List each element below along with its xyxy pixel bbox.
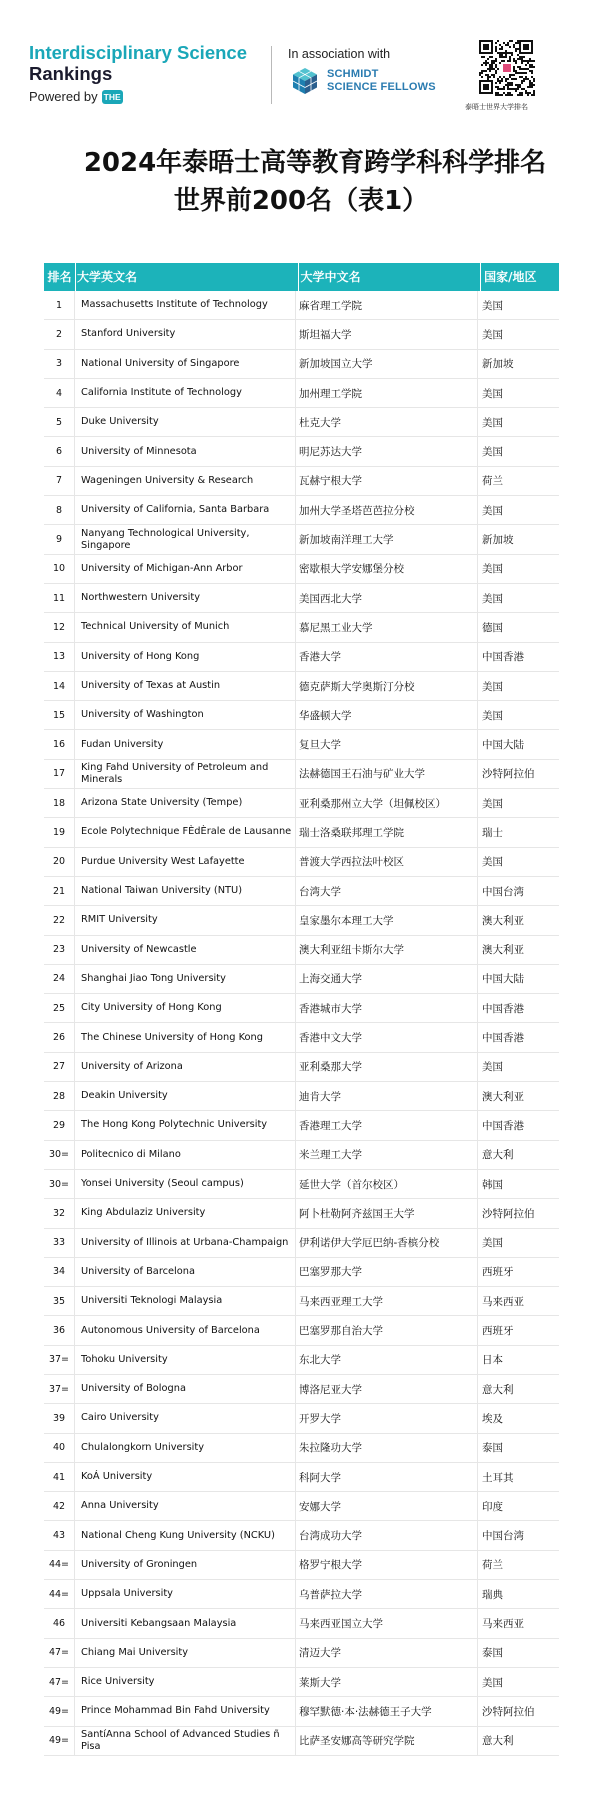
table-row <box>44 1375 559 1404</box>
country-cell: 美国 <box>482 680 503 693</box>
rank-cell: 6 <box>44 437 75 465</box>
column-header-rank: 排名 <box>44 263 76 291</box>
table-row <box>44 848 559 877</box>
english-name-cell: Chiang Mai University <box>75 1639 296 1667</box>
rank-cell: 17 <box>44 760 75 788</box>
english-name-cell: Fudan University <box>75 730 296 758</box>
table-row <box>44 1170 559 1199</box>
country-cell: 美国 <box>482 387 503 400</box>
chinese-name-cell: 皇家墨尔本理工大学 <box>296 906 478 934</box>
table-row <box>44 1258 559 1287</box>
country-cell: 沙特阿拉伯 <box>482 1705 535 1718</box>
rank-cell: 47= <box>44 1639 75 1667</box>
rank-cell: 28 <box>44 1082 75 1110</box>
english-name-cell: Duke University <box>75 408 296 436</box>
english-name-cell: KoÁ University <box>75 1463 296 1491</box>
rank-cell: 22 <box>44 906 75 934</box>
rank-cell: 42 <box>44 1492 75 1520</box>
chinese-name-cell: 普渡大学西拉法叶校区 <box>296 848 478 876</box>
english-name-cell: Massachusetts Institute of Technology <box>75 291 296 319</box>
table-body <box>44 291 559 1756</box>
rank-cell: 14 <box>44 672 75 700</box>
rank-cell: 40 <box>44 1434 75 1462</box>
chinese-name-cell: 安娜大学 <box>296 1492 478 1520</box>
table-row <box>44 1521 559 1550</box>
rank-cell: 29 <box>44 1111 75 1139</box>
table-row <box>44 1346 559 1375</box>
country-cell: 中国台湾 <box>482 885 524 898</box>
country-cell: 德国 <box>482 621 503 634</box>
table-row <box>44 1229 559 1258</box>
chinese-name-cell: 穆罕默德·本·法赫德王子大学 <box>296 1697 478 1725</box>
country-cell: 澳大利亚 <box>482 1090 524 1103</box>
country-cell: 西班牙 <box>482 1266 514 1279</box>
english-name-cell: SantíAnna School of Advanced Studies ñ Pisa <box>75 1727 296 1755</box>
country-cell: 中国香港 <box>482 651 524 664</box>
chinese-name-cell: 亚利桑那大学 <box>296 1053 478 1081</box>
chinese-name-cell: 美国西北大学 <box>296 584 478 612</box>
country-cell: 美国 <box>482 1676 503 1689</box>
table-row <box>44 1580 559 1609</box>
chinese-name-cell: 马来西亚理工大学 <box>296 1287 478 1315</box>
table-row <box>44 1111 559 1140</box>
powered-by-label: Powered by <box>29 89 98 104</box>
english-name-cell: The Hong Kong Polytechnic University <box>75 1111 296 1139</box>
rank-cell: 35 <box>44 1287 75 1315</box>
rank-cell: 11 <box>44 584 75 612</box>
country-cell: 美国 <box>482 416 503 429</box>
english-name-cell: National University of Singapore <box>75 350 296 378</box>
table-row <box>44 1551 559 1580</box>
chinese-name-cell: 杜克大学 <box>296 408 478 436</box>
english-name-cell: Ecole Polytechnique FÈdÈrale de Lausanne <box>75 818 296 846</box>
english-name-cell: University of Minnesota <box>75 437 296 465</box>
chinese-name-cell: 乌普萨拉大学 <box>296 1580 478 1608</box>
rank-cell: 21 <box>44 877 75 905</box>
rank-cell: 4 <box>44 379 75 407</box>
country-cell: 中国大陆 <box>482 973 524 986</box>
rank-cell: 33 <box>44 1229 75 1257</box>
rankings-logo <box>29 42 247 107</box>
rank-cell: 1 <box>44 291 75 319</box>
english-name-cell: Uppsala University <box>75 1580 296 1608</box>
rank-cell: 20 <box>44 848 75 876</box>
chinese-name-cell: 加州理工学院 <box>296 379 478 407</box>
country-cell: 荷兰 <box>482 1559 503 1572</box>
chinese-name-cell: 清迈大学 <box>296 1639 478 1667</box>
country-cell: 马来西亚 <box>482 1295 524 1308</box>
qr-caption: 泰晤士世界大学排名 <box>465 103 528 111</box>
country-cell: 澳大利亚 <box>482 944 524 957</box>
english-name-cell: The Chinese University of Hong Kong <box>75 1023 296 1051</box>
chinese-name-cell: 明尼苏达大学 <box>296 437 478 465</box>
country-cell: 泰国 <box>482 1442 503 1455</box>
rank-cell: 23 <box>44 936 75 964</box>
rank-cell: 15 <box>44 701 75 729</box>
rank-cell: 41 <box>44 1463 75 1491</box>
chinese-name-cell: 上海交通大学 <box>296 965 478 993</box>
chinese-name-cell: 斯坦福大学 <box>296 320 478 348</box>
chinese-name-cell: 比萨圣安娜高等研究学院 <box>296 1727 478 1755</box>
country-cell: 泰国 <box>482 1647 503 1660</box>
column-header-english-name: 大学英文名 <box>76 263 299 291</box>
english-name-cell: Nanyang Technological University, Singapore <box>75 525 296 553</box>
table-row <box>44 437 559 466</box>
chinese-name-cell: 香港理工大学 <box>296 1111 478 1139</box>
english-name-cell: Chulalongkorn University <box>75 1434 296 1462</box>
schmidt-science-fellows-logo <box>290 66 436 96</box>
rank-cell: 27 <box>44 1053 75 1081</box>
rank-cell: 19 <box>44 818 75 846</box>
english-name-cell: University of Groningen <box>75 1551 296 1579</box>
english-name-cell: King Abdulaziz University <box>75 1199 296 1227</box>
english-name-cell: City University of Hong Kong <box>75 994 296 1022</box>
english-name-cell: University of Texas at Austin <box>75 672 296 700</box>
table-header <box>44 263 559 291</box>
rank-cell: 32 <box>44 1199 75 1227</box>
rank-cell: 47= <box>44 1668 75 1696</box>
column-header-chinese-name: 大学中文名 <box>299 263 482 291</box>
association-label: In association with <box>288 47 391 61</box>
english-name-cell: King Fahd University of Petroleum and Minerals <box>75 760 296 788</box>
chinese-name-cell: 复旦大学 <box>296 730 478 758</box>
rank-cell: 16 <box>44 730 75 758</box>
english-name-cell: University of Hong Kong <box>75 643 296 671</box>
country-cell: 瑞士 <box>482 826 503 839</box>
english-name-cell: Rice University <box>75 1668 296 1696</box>
table-row <box>44 1492 559 1521</box>
english-name-cell: Tohoku University <box>75 1346 296 1374</box>
english-name-cell: Shanghai Jiao Tong University <box>75 965 296 993</box>
rank-cell: 18 <box>44 789 75 817</box>
table-row <box>44 994 559 1023</box>
country-cell: 沙特阿拉伯 <box>482 768 535 781</box>
country-cell: 澳大利亚 <box>482 914 524 927</box>
table-row <box>44 906 559 935</box>
country-cell: 荷兰 <box>482 475 503 488</box>
chinese-name-cell: 香港中文大学 <box>296 1023 478 1051</box>
country-cell: 瑞典 <box>482 1588 503 1601</box>
country-cell: 美国 <box>482 856 503 869</box>
english-name-cell: Politecnico di Milano <box>75 1141 296 1169</box>
rank-cell: 36 <box>44 1316 75 1344</box>
chinese-name-cell: 巴塞罗那大学 <box>296 1258 478 1286</box>
chinese-name-cell: 瓦赫宁根大学 <box>296 467 478 495</box>
table-row <box>44 1082 559 1111</box>
english-name-cell: Autonomous University of Barcelona <box>75 1316 296 1344</box>
english-name-cell: Universiti Kebangsaan Malaysia <box>75 1609 296 1637</box>
country-cell: 美国 <box>482 328 503 341</box>
page-title-line1: 2024年泰晤士高等教育跨学科科学排名 <box>83 148 547 178</box>
table-row <box>44 555 559 584</box>
country-cell: 美国 <box>482 1237 503 1250</box>
chinese-name-cell: 瑞士洛桑联邦理工学院 <box>296 818 478 846</box>
rank-cell: 30= <box>44 1170 75 1198</box>
country-cell: 中国香港 <box>482 1032 524 1045</box>
rank-cell: 25 <box>44 994 75 1022</box>
table-row <box>44 1023 559 1052</box>
english-name-cell: Yonsei University (Seoul campus) <box>75 1170 296 1198</box>
english-name-cell: University of Newcastle <box>75 936 296 964</box>
chinese-name-cell: 阿卜杜勒阿齐兹国王大学 <box>296 1199 478 1227</box>
rank-cell: 34 <box>44 1258 75 1286</box>
rank-cell: 12 <box>44 613 75 641</box>
table-row <box>44 320 559 349</box>
table-row <box>44 1287 559 1316</box>
chinese-name-cell: 开罗大学 <box>296 1404 478 1432</box>
country-cell: 新加坡 <box>482 358 514 371</box>
chinese-name-cell: 德克萨斯大学奥斯汀分校 <box>296 672 478 700</box>
english-name-cell: Arizona State University (Tempe) <box>75 789 296 817</box>
english-name-cell: RMIT University <box>75 906 296 934</box>
table-row <box>44 1316 559 1345</box>
table-row <box>44 672 559 701</box>
chinese-name-cell: 香港城市大学 <box>296 994 478 1022</box>
country-cell: 新加坡 <box>482 534 514 547</box>
chinese-name-cell: 香港大学 <box>296 643 478 671</box>
country-cell: 韩国 <box>482 1178 503 1191</box>
table-row <box>44 467 559 496</box>
rank-cell: 46 <box>44 1609 75 1637</box>
english-name-cell: Purdue University West Lafayette <box>75 848 296 876</box>
brand-title-line1: Interdisciplinary Science <box>29 42 247 63</box>
rank-cell: 10 <box>44 555 75 583</box>
english-name-cell: Technical University of Munich <box>75 613 296 641</box>
chinese-name-cell: 密歇根大学安娜堡分校 <box>296 555 478 583</box>
country-cell: 美国 <box>482 299 503 312</box>
chinese-name-cell: 亚利桑那州立大学（坦佩校区） <box>296 789 478 817</box>
table-row <box>44 613 559 642</box>
chinese-name-cell: 米兰理工大学 <box>296 1141 478 1169</box>
rank-cell: 7 <box>44 467 75 495</box>
chinese-name-cell: 华盛顿大学 <box>296 701 478 729</box>
chinese-name-cell: 澳大利亚纽卡斯尔大学 <box>296 936 478 964</box>
chinese-name-cell: 台湾成功大学 <box>296 1521 478 1549</box>
table-row <box>44 760 559 789</box>
english-name-cell: University of Michigan-Ann Arbor <box>75 555 296 583</box>
country-cell: 美国 <box>482 592 503 605</box>
country-cell: 西班牙 <box>482 1325 514 1338</box>
english-name-cell: Northwestern University <box>75 584 296 612</box>
table-row <box>44 965 559 994</box>
chinese-name-cell: 加州大学圣塔芭芭拉分校 <box>296 496 478 524</box>
chinese-name-cell: 新加坡南洋理工大学 <box>296 525 478 553</box>
country-cell: 沙特阿拉伯 <box>482 1207 535 1220</box>
rank-cell: 2 <box>44 320 75 348</box>
chinese-name-cell: 法赫德国王石油与矿业大学 <box>296 760 478 788</box>
cube-logo-icon <box>290 66 320 96</box>
country-cell: 中国大陆 <box>482 739 524 752</box>
table-row <box>44 1404 559 1433</box>
rank-cell: 30= <box>44 1141 75 1169</box>
country-cell: 意大利 <box>482 1383 514 1396</box>
rank-cell: 44= <box>44 1580 75 1608</box>
english-name-cell: University of California, Santa Barbara <box>75 496 296 524</box>
table-row <box>44 379 559 408</box>
country-cell: 美国 <box>482 709 503 722</box>
column-header-country: 国家/地区 <box>484 270 537 284</box>
english-name-cell: National Taiwan University (NTU) <box>75 877 296 905</box>
country-cell: 土耳其 <box>482 1471 514 1484</box>
country-cell: 意大利 <box>482 1735 514 1748</box>
table-row <box>44 1668 559 1697</box>
chinese-name-cell: 麻省理工学院 <box>296 291 478 319</box>
english-name-cell: University of Bologna <box>75 1375 296 1403</box>
country-cell: 意大利 <box>482 1149 514 1162</box>
table-row <box>44 291 559 320</box>
chinese-name-cell: 科阿大学 <box>296 1463 478 1491</box>
rank-cell: 24 <box>44 965 75 993</box>
country-cell: 埃及 <box>482 1412 503 1425</box>
country-cell: 中国台湾 <box>482 1530 524 1543</box>
country-cell: 马来西亚 <box>482 1618 524 1630</box>
table-row <box>44 1199 559 1228</box>
table-row <box>44 1053 559 1082</box>
rank-cell: 5 <box>44 408 75 436</box>
chinese-name-cell: 朱拉隆功大学 <box>296 1434 478 1462</box>
rank-cell: 44= <box>44 1551 75 1579</box>
english-name-cell: University of Barcelona <box>75 1258 296 1286</box>
chinese-name-cell: 东北大学 <box>296 1346 478 1374</box>
chinese-name-cell: 新加坡国立大学 <box>296 350 478 378</box>
table-row <box>44 1463 559 1492</box>
chinese-name-cell: 迪肯大学 <box>296 1082 478 1110</box>
chinese-name-cell: 格罗宁根大学 <box>296 1551 478 1579</box>
chinese-name-cell: 伊利诺伊大学厄巴纳-香槟分校 <box>296 1229 478 1257</box>
country-cell: 美国 <box>482 797 503 810</box>
rank-cell: 37= <box>44 1346 75 1374</box>
partner-name-line2: SCIENCE FELLOWS <box>327 81 436 93</box>
rank-cell: 37= <box>44 1375 75 1403</box>
rank-cell: 26 <box>44 1023 75 1051</box>
table-row <box>44 496 559 525</box>
table-row <box>44 789 559 818</box>
country-cell: 中国香港 <box>482 1002 524 1015</box>
chinese-name-cell: 慕尼黑工业大学 <box>296 613 478 641</box>
table-row <box>44 1609 559 1638</box>
table-row <box>44 1697 559 1726</box>
rank-cell: 43 <box>44 1521 75 1549</box>
english-name-cell: National Cheng Kung University (NCKU) <box>75 1521 296 1549</box>
english-name-cell: Anna University <box>75 1492 296 1520</box>
table-row <box>44 730 559 759</box>
table-row <box>44 1141 559 1170</box>
english-name-cell: Deakin University <box>75 1082 296 1110</box>
table-row <box>44 350 559 379</box>
page-title-line2: 世界前200名（表1） <box>173 186 429 216</box>
table-row <box>44 1727 559 1756</box>
english-name-cell: University of Illinois at Urbana-Champaign <box>75 1229 296 1257</box>
rank-cell: 13 <box>44 643 75 671</box>
partner-name-line1: SCHMIDT <box>327 68 379 80</box>
english-name-cell: Prince Mohammad Bin Fahd University <box>75 1697 296 1725</box>
english-name-cell: University of Arizona <box>75 1053 296 1081</box>
table-row <box>44 525 559 554</box>
english-name-cell: Stanford University <box>75 320 296 348</box>
chinese-name-cell: 莱斯大学 <box>296 1668 478 1696</box>
country-cell: 印度 <box>482 1500 503 1513</box>
rank-cell: 39 <box>44 1404 75 1432</box>
table-row <box>44 1434 559 1463</box>
rankings-table <box>44 263 559 1756</box>
country-cell: 美国 <box>482 446 503 459</box>
english-name-cell: Universiti Teknologi Malaysia <box>75 1287 296 1315</box>
country-cell: 中国香港 <box>482 1119 524 1132</box>
country-cell: 美国 <box>482 1061 503 1074</box>
country-cell: 美国 <box>482 504 503 517</box>
chinese-name-cell: 台湾大学 <box>296 877 478 905</box>
table-row <box>44 643 559 672</box>
country-cell: 日本 <box>482 1354 503 1367</box>
chinese-name-cell: 博洛尼亚大学 <box>296 1375 478 1403</box>
english-name-cell: Wageningen University & Research <box>75 467 296 495</box>
chinese-name-cell: 延世大学（首尔校区） <box>296 1170 478 1198</box>
country-cell: 美国 <box>482 563 503 576</box>
table-row <box>44 877 559 906</box>
english-name-cell: Cairo University <box>75 1404 296 1432</box>
english-name-cell: California Institute of Technology <box>75 379 296 407</box>
powered-by <box>29 87 247 107</box>
table-row <box>44 584 559 613</box>
chinese-name-cell: 巴塞罗那自治大学 <box>296 1316 478 1344</box>
rank-cell: 3 <box>44 350 75 378</box>
the-logo-icon: THE <box>103 92 121 102</box>
chinese-name-cell: 马来西亚国立大学 <box>296 1609 478 1637</box>
rank-cell: 49= <box>44 1727 75 1755</box>
table-row <box>44 408 559 437</box>
rank-cell: 49= <box>44 1697 75 1725</box>
partner-name <box>327 68 436 94</box>
rank-cell: 8 <box>44 496 75 524</box>
header-divider <box>271 46 272 104</box>
rank-cell: 9 <box>44 525 75 553</box>
brand-title-line2: Rankings <box>29 63 113 84</box>
table-row <box>44 936 559 965</box>
page-header <box>0 0 600 120</box>
english-name-cell: University of Washington <box>75 701 296 729</box>
table-row <box>44 1639 559 1668</box>
table-row <box>44 818 559 847</box>
table-row <box>44 701 559 730</box>
qr-code-icon[interactable] <box>479 40 535 96</box>
